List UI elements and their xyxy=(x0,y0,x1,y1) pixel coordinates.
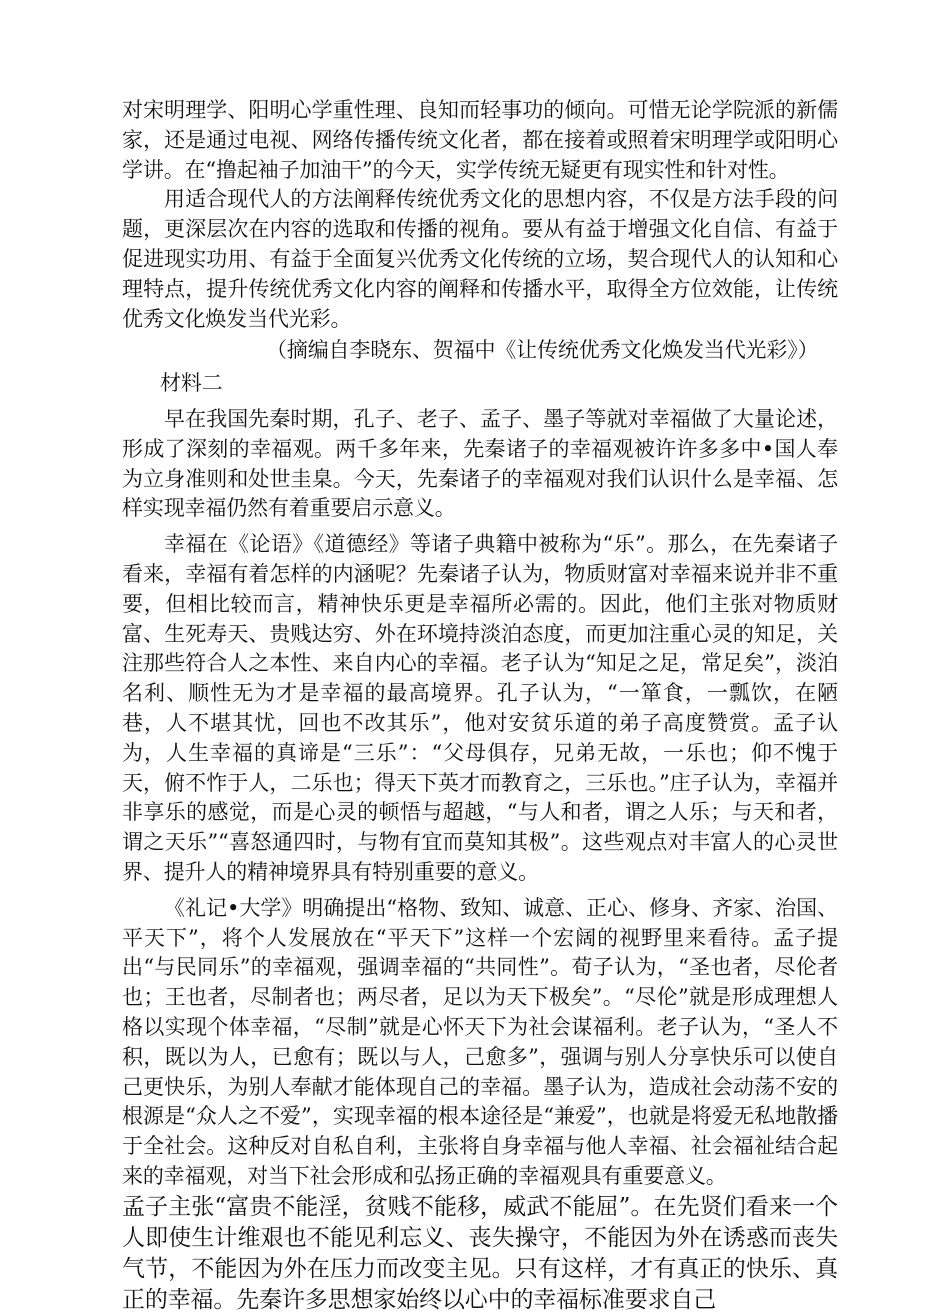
paragraph-modern-interpretation: 用适合现代人的方法阐释传统优秀文化的思想内容，不仅是方法手段的问题，更深层次在内容的选取和传播的视角。要从有益于增强文化自信、有益于促进现实功用、有益于全面复兴优秀文化传统的立场，契合现代人的认知和心理特点，提升传统优秀文化内容的阐释和传播水平，取得全方位效能，让传统优秀文化焕发当代光彩。 xyxy=(122,187,838,331)
document-body xyxy=(122,96,838,1316)
paragraph-pre-qin-happiness: 早在我国先秦时期，孔子、老子、孟子、墨子等就对幸福做了大量论述，形成了深刻的幸福观。两千多年来，先秦诸子的幸福观被许许多多中•国人奉为立身准则和处世圭臬。今天，先秦诸子的幸福观对我们认识什么是幸福、怎样实现幸福仍然有着重要启示意义。 xyxy=(122,406,838,521)
paragraph-continuation: 对宋明理学、阳明心学重性理、良知而轻事功的倾向。可惜无论学院派的新儒家，还是通过电视、网络传播传统文化者，都在接着或照着宋明理学或阳明心学讲。在“撸起袖子加油干”的今天，实学传统无疑更有现实性和针对性。 xyxy=(122,98,838,182)
paragraph-daxue: 《礼记•大学》明确提出“格物、致知、诚意、正心、修身、齐家、治国、平天下”，将个人发展放在“平天下”这样一个宏阔的视野里来看待。孟子提出“与民同乐”的幸福观，强调幸福的“共同性”。荀子认为，“圣也者，尽伦者也；王也者，尽制者也；两尽者，足以为天下极矣”。“尽伦”就是形成理想人格以实现个体幸福，“尽制”就是心怀天下为社会谋福利。老子认为，“圣人不积，既以为人，已愈有；既以与人，己愈多”，强调与别人分享快乐可以使自己更快乐，为别人奉献才能体现自己的幸福。墨子认为，造成社会动荡不安的根源是“众人之不爱”，实现幸福的根本途径是“兼爱”，也就是将爱无私地散播于全社会。这种反对自私自利，主张将自身幸福与他人幸福、社会福祉结合起来的幸福观，对当下社会形成和弘扬正确的幸福观具有重要意义。 xyxy=(122,895,838,1188)
paragraph-happiness-meaning: 幸福在《论语》《道德经》等诸子典籍中被称为“乐”。那么，在先秦诸子看来，幸福有着怎样的内涵呢？先秦诸子认为，物质财富对幸福来说并非不重要，但相比较而言，精神快乐更是幸福所必需的。因此，他们主张对物质财富、生死寿天、贵贱达穷、外在环境持淡泊态度，而更加注重心灵的知足，关注那些符合人之本性、来自内心的幸福。老子认为“知足之足，常足矣”，淡泊名利、顺性无为才是幸福的最高境界。孔子认为，“一箪食，一瓢饮，在陋巷，人不堪其忧，回也不改其乐”，他对安贫乐道的弟子高度赞赏。孟子认为，人生幸福的真谛是“三乐”：“父母俱存，兄弟无故，一乐也；仰不愧于天，俯不怍于人，二乐也；得天下英才而教育之，三乐也。”庄子认为，幸福并非享乐的感觉，而是心灵的顿悟与超越，“与人和者，谓之人乐；与天和者，谓之天乐”“喜怒通四时，与物有宜而莫知其极”。这些观点对丰富人的心灵世界、提升人的精神境界具有特别重要的意义。 xyxy=(122,532,838,884)
source-citation: （摘编自李晓东、贺福中《让传统优秀文化焕发当代光彩》） xyxy=(266,338,819,363)
section-heading-material-two: 材料二 xyxy=(160,371,223,396)
paragraph-mencius: 孟子主张“富贵不能淫，贫贱不能移，威武不能屈”。在先贤们看来一个人即使生计维艰也不能见利忘义、丧失操守，不能因为外在诱惑而丧失气节，不能因为外在压力而改变主见。只有这样，才有真正的快乐、真正的幸福。先秦许多思想家始终以心中的幸福标准要求自己 xyxy=(122,1193,838,1313)
